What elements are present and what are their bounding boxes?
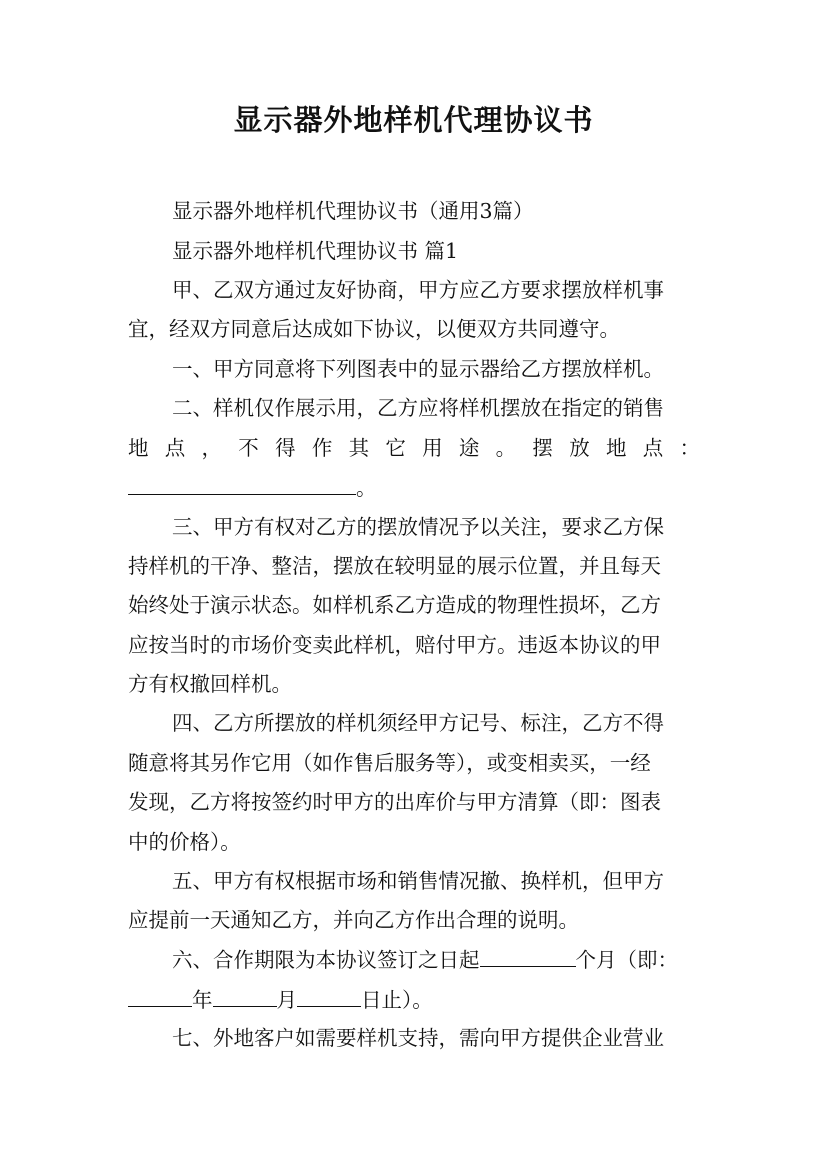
- clause-1: 一、甲方同意将下列图表中的显示器给乙方摆放样机。: [172, 357, 664, 381]
- clause-7-line-1: 七、外地客户如需要样机支持，需向甲方提供企业营业: [172, 1026, 664, 1050]
- document-subtitle: 显示器外地样机代理协议书（通用3篇）: [172, 199, 534, 223]
- day-blank-field[interactable]: [297, 984, 361, 1007]
- clause-2-line-3: [128, 472, 377, 503]
- clause-4-line-1: 四、乙方所摆放的样机须经甲方记号、标注，乙方不得: [172, 711, 664, 735]
- clause-6-text-b: 个月（即：: [575, 948, 678, 972]
- paragraph-intro-line-2: 宜，经双方同意后达成如下协议，以便双方共同遵守。: [128, 317, 620, 341]
- document-title: 显示器外地样机代理协议书: [233, 103, 594, 137]
- clause-3-line-3: 始终处于演示状态。如样机系乙方造成的物理性损坏，乙方: [128, 593, 661, 617]
- year-label: 年: [192, 988, 213, 1012]
- month-label: 月: [276, 988, 297, 1012]
- clause-4-line-4: 中的价格）。: [128, 830, 241, 854]
- months-blank-field[interactable]: [480, 944, 576, 967]
- part-heading: 显示器外地样机代理协议书 篇1: [172, 239, 459, 263]
- month-blank-field[interactable]: [213, 984, 277, 1007]
- clause-2-line-1: 二、样机仅作展示用，乙方应将样机摆放在指定的销售: [172, 396, 664, 420]
- clause-5-line-1: 五、甲方有权根据市场和销售情况撤、换样机，但甲方: [172, 869, 664, 893]
- clause-2-char: 放: [569, 436, 590, 460]
- clause-2-char: 用: [422, 436, 443, 460]
- clause-6-line-1: [172, 944, 678, 975]
- clause-3-line-5: 方有权撤回样机。: [128, 672, 292, 696]
- clause-2-char: 它: [385, 436, 406, 460]
- clause-6-line-2: [128, 984, 433, 1015]
- clause-2-char: ，: [201, 436, 223, 460]
- clause-2-char: 。: [495, 436, 517, 460]
- clause-3-line-1: 三、甲方有权对乙方的摆放情况予以关注，要求乙方保: [172, 515, 664, 539]
- clause-2-char: 地: [605, 436, 627, 460]
- year-blank-field[interactable]: [128, 984, 192, 1007]
- clause-3-line-2: 持样机的干净、整洁，摆放在较明显的展示位置，并且每天: [128, 554, 661, 578]
- clause-2-char: 作: [311, 436, 333, 460]
- clause-2-char: ：: [679, 436, 700, 460]
- clause-2-char: 点: [164, 436, 186, 460]
- clause-2-char: 地: [128, 436, 149, 460]
- clause-6-line-2-end: 日止）。: [361, 988, 433, 1012]
- clause-2-char: 途: [458, 436, 480, 460]
- clause-2-char: 点: [642, 436, 664, 460]
- clause-3-line-4: 应按当时的市场价变卖此样机，赔付甲方。违返本协议的甲: [128, 633, 661, 657]
- clause-2-char: 摆: [532, 436, 553, 460]
- clause-2-line-3-end: 。: [356, 476, 377, 500]
- clause-2-char: 其: [348, 436, 370, 460]
- clause-4-line-3: 发现，乙方将按签约时甲方的出库价与甲方清算（即：图表: [128, 790, 661, 814]
- clause-2-char: 不: [238, 436, 259, 460]
- clause-6-text-a: 六、合作期限为本协议签订之日起: [172, 948, 480, 972]
- clause-4-line-2: 随意将其另作它用（如作售后服务等），或变相卖买，一经: [128, 751, 651, 775]
- location-blank-field[interactable]: [128, 472, 356, 495]
- paragraph-intro-line-1: 甲、乙双方通过友好协商，甲方应乙方要求摆放样机事: [172, 278, 664, 302]
- clause-2-char: 得: [275, 436, 296, 460]
- clause-2-line-2: [128, 433, 700, 463]
- clause-5-line-2: 应提前一天通知乙方，并向乙方作出合理的说明。: [128, 908, 579, 932]
